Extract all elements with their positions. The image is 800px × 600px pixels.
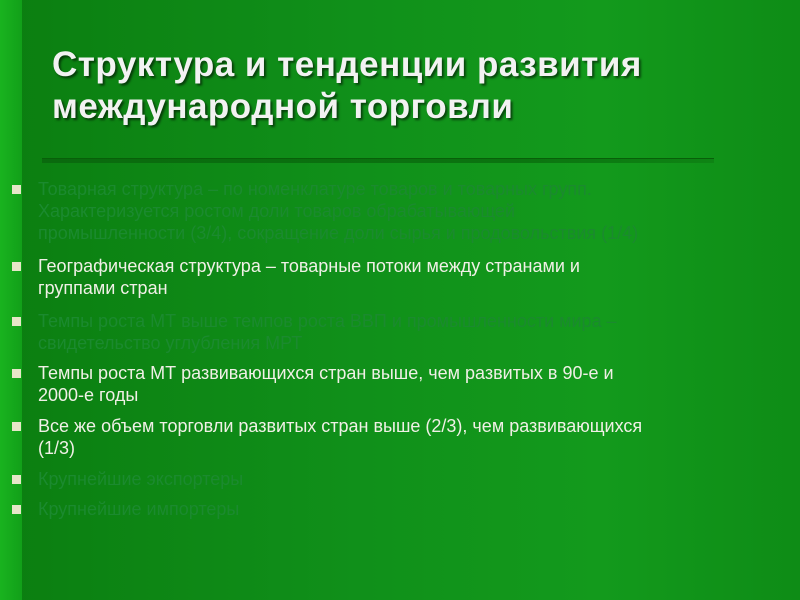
square-bullet-icon [12,475,21,484]
bullet-line: (1/3) [38,438,76,458]
bullet-line: 2000-е годы [38,385,139,405]
square-bullet-icon [12,505,21,514]
title-divider [42,158,714,163]
square-bullet-icon [12,262,21,271]
bullet-line: Географическая структура – товарные потоки между странами и [38,256,580,276]
slide-title [52,44,772,128]
bullet-line: Крупнейшие импортеры [38,499,240,519]
square-bullet-icon [12,369,21,378]
bullet-text [38,498,793,520]
title-line-2: международной торговли [52,87,514,126]
bullet-text [38,310,793,354]
bullet-line: Все же объем торговли развитых стран выше (2/3), чем развивающихся [38,416,643,436]
bullet-line: Характеризуется ростом доли товаров обрабатывающей [38,201,515,221]
bullet-line: Темпы роста МТ развивающихся стран выше, чем развитых в 90-е и [38,363,614,383]
bullet-text [38,178,793,244]
bullet-line: свидетельство углубления МРТ [38,333,303,353]
bullet-text [38,415,793,459]
bullet-line: Темпы роста МТ выше темпов роста ВВП и промышленности мира – [38,311,617,331]
bullet-line: группами стран [38,278,168,298]
bullet-text [38,468,793,490]
square-bullet-icon [12,317,21,326]
square-bullet-icon [12,185,21,194]
bullet-text [38,362,793,406]
bullet-line: Товарная структура – по номенклатуре товаров и товарных групп. [38,179,592,199]
bullet-line: Крупнейшие экспортеры [38,469,244,489]
square-bullet-icon [12,422,21,431]
title-line-1: Структура и тенденции развития [52,45,642,84]
bullet-text [38,255,793,299]
bullet-line: промышленности (3/4), сокращение доли сырья и продовольствия (1/4) [38,223,639,243]
